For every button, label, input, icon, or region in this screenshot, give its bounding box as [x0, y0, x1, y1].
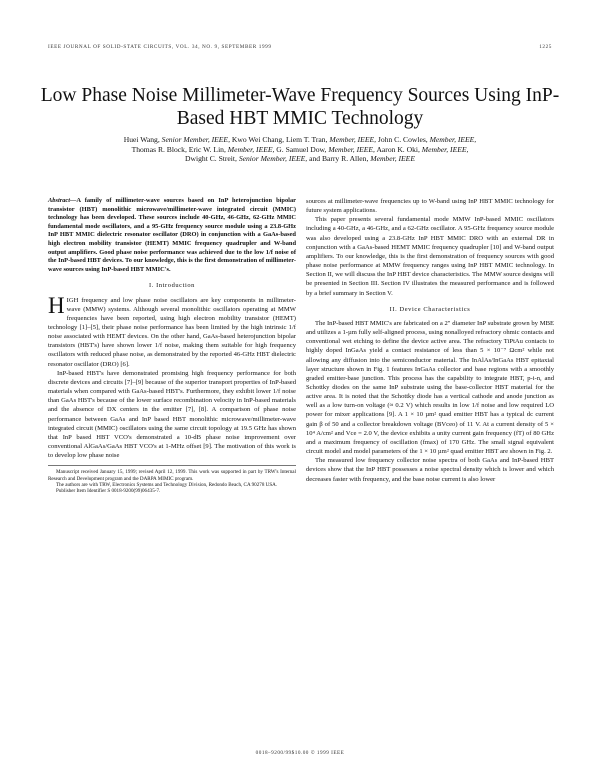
author: John C. Cowles, Member, IEEE, — [377, 135, 477, 144]
copyright-line: 0018–9200/99$10.00 © 1999 IEEE — [255, 750, 345, 756]
author: Liem T. Tran, Member, IEEE, — [285, 135, 376, 144]
abstract-text: A family of millimeter-wave sources based on InP heterojunction bipolar transistor (HBT) monolithic microwave/millimeter-wave integrated circuit (MMIC) technology has been developed. These sources include 40-GHz, 46-GHz, 62-GHz MMIC fundamental mode oscillators, and a 95-GHz frequency source module using a 23.8-GHz InP HBT MMIC dielectric resonator oscillator (DRO) in conjunction with a GaAs-based high electron mobility transistor (HEMT) MMIC frequency quadrupler and W-band output amplifiers. Good phase noise performance was achieved due to the low 1/f noise of the InP-based HBT devices. To our knowledge, this is the first demonstration of millimeter-wave sources using InP-based HBT MMIC's. — [48, 197, 296, 273]
author: Dwight C. Streit, Senior Member, IEEE, — [185, 154, 308, 164]
author: Kwo Wei Chang, — [231, 135, 285, 144]
drop-cap: H — [48, 292, 65, 318]
body-paragraph: The InP-based HBT MMIC's are fabricated on a 2" diameter InP substrate grown by MBE and utilizes a 1-µm fully self-aligned process, using nonalloyed refractory ohmic contacts and conventional wet etching to define the device active area. The refractory TiPtAu contacts to highly doped InGaAs yield a contact resistance of less than 5 × 10⁻⁷ Ωcm² while not allowing any diffusion into the semiconductor material. The InAlAs/InGaAs HBT epitaxial layer structure shown in Fig. 1 features InGaAs collector and base regions with a smoothly graded emitter-base junction. This process has the capability to integrate HBT, p-i-n, and Schottky diodes on the same InP substrate using the base-collector HBT material for the active area. It is noted that the Schottky diode has a vertical cathode and anode junction as well as a low turn-on voltage (≈ 0.2 V) which results in low 1/f noise and low required LO power for mixer applications [9]. A 1 × 10 µm² quad emitter HBT has a typical dc current gain β of 50 and a collector breakdown voltage (BVceo) of 11 V. At a current density of 5 × 10⁴ A/cm² and Vce = 2.0 V, the device exhibits a unity current gain frequency (fT) of 80 GHz and a maximum frequency of oscillation (fmax) of 170 GHz. The small signal equivalent circuit model and model parameters of the 1 × 10 µm² quad emitter HBT are shown in Fig. 2. — [306, 319, 554, 456]
section-heading-introduction: I. Introduction — [149, 282, 195, 290]
footnote-received: Manuscript received January 15, 1999; revised April 12, 1999. This work was supported in part by TRW's Internal Research and Development program and the DARPA MIMIC program. — [48, 469, 296, 482]
footnote-identifier: Publisher Item Identifier S 0018-9200(99)06435-7. — [56, 488, 161, 495]
author: Eric W. Lin, Member, IEEE, — [188, 144, 275, 154]
page-number: 1225 — [539, 44, 552, 50]
author: and Barry R. Allen, Member, IEEE — [309, 154, 415, 164]
journal-name: IEEE JOURNAL OF SOLID-STATE CIRCUITS, VOL. 34, NO. 9, SEPTEMBER 1999 — [48, 44, 272, 50]
abstract — [48, 197, 296, 274]
right-column — [306, 197, 554, 484]
author: G. Samuel Dow, Member, IEEE, — [276, 144, 375, 154]
abstract-label: Abstract— — [48, 197, 77, 204]
author: Aaron K. Oki, Member, IEEE, — [376, 144, 469, 154]
running-header — [48, 44, 552, 50]
author: Thomas R. Block, — [131, 144, 187, 154]
paper-title: Low Phase Noise Millimeter-Wave Frequency Sources Using InP-Based HBT MMIC Technology — [40, 85, 560, 129]
body-paragraph: This paper presents several fundamental mode MMW InP-based MMIC oscillators including a 40-GHz, a 46-GHz, and a 62-GHz oscillator. A 95-GHz frequency source module was also developed using a 23.8-GHz InP HBT MMIC DRO with an external DR in conjunction with a GaAs-based HEMT MMIC frequency quadrupler [10] and W-band output amplifiers. To our knowledge, this is the first demonstration of frequency sources with good phase noise performance at MMW frequency ranges using InP HBT MMIC technology. In Section II, we will discuss the InP HBT device characteristics. The MMW source designs will be presented in Section III. Section IV illustrates the measured performance and is followed by a brief summary in Section V. — [306, 216, 554, 297]
left-column — [48, 197, 296, 495]
body-paragraph: sources at millimeter-wave frequencies up to W-band using InP HBT MMIC technology for future system applications. — [306, 198, 554, 215]
author-list — [70, 135, 530, 164]
footnote-affiliation: The authors are with TRW, Electronics Systems and Technology Division, Redondo Beach, CA 90278 USA. — [56, 481, 278, 488]
body-paragraph: The measured low frequency collector noise spectra of both GaAs and InP-based HBT devices show that the InP HBT possesses a noise spectral density which is lower and which decreases faster with frequency, and the base noise current is also lower — [306, 457, 554, 483]
intro-paragraph: InP-based HBT's have demonstrated promising high frequency performance for both discrete devices and circuits [7]–[9] because of the superior transport properties of InP-based materials when compared with GaAs-based HBT's. Furthermore, they exhibit lower 1/f noise than GaAs HBT's because of the lower surface recombination velocity in InP-based materials and the absence of DX centers in the emitter [7], [8]. A comparison of phase noise performance between GaAs and InP based HBT monolithic microwave/millimeter-wave integrated circuit (MMIC) oscillators using the same circuit topology at 19.5 GHz has shown that InP based HBT VCO's demonstrated a 10-dB phase noise improvement over conventional AlGaAs/GaAs HBT VCO's at 1-MHz offset [9]. The motivation of this work is to develop low phase noise — [48, 369, 296, 460]
author: Huei Wang, Senior Member, IEEE, — [123, 135, 230, 144]
section-heading-device: II. Device Characteristics — [389, 305, 471, 313]
intro-paragraph: HIGH frequency and low phase noise oscillators are key components in millimeter-wave (MMW) systems. Although several monolithic oscillators operating at MMW frequencies have been reported, using high electron mobility transistor (HEMT) technology [1]–[5], their phase noise performance has been limited by the high intrinsic 1/f noise associated with HEMT devices. On the other hand, GaAs-based heterojunction bipolar transistors (HBT's) have shown lower 1/f noise, making them suitable for high frequency oscillators with reduced phase noise, as demonstrated by the reported 46-GHz HBT dielectric resonator oscillator (DRO) [6]. — [48, 292, 296, 368]
footnote — [48, 465, 296, 494]
